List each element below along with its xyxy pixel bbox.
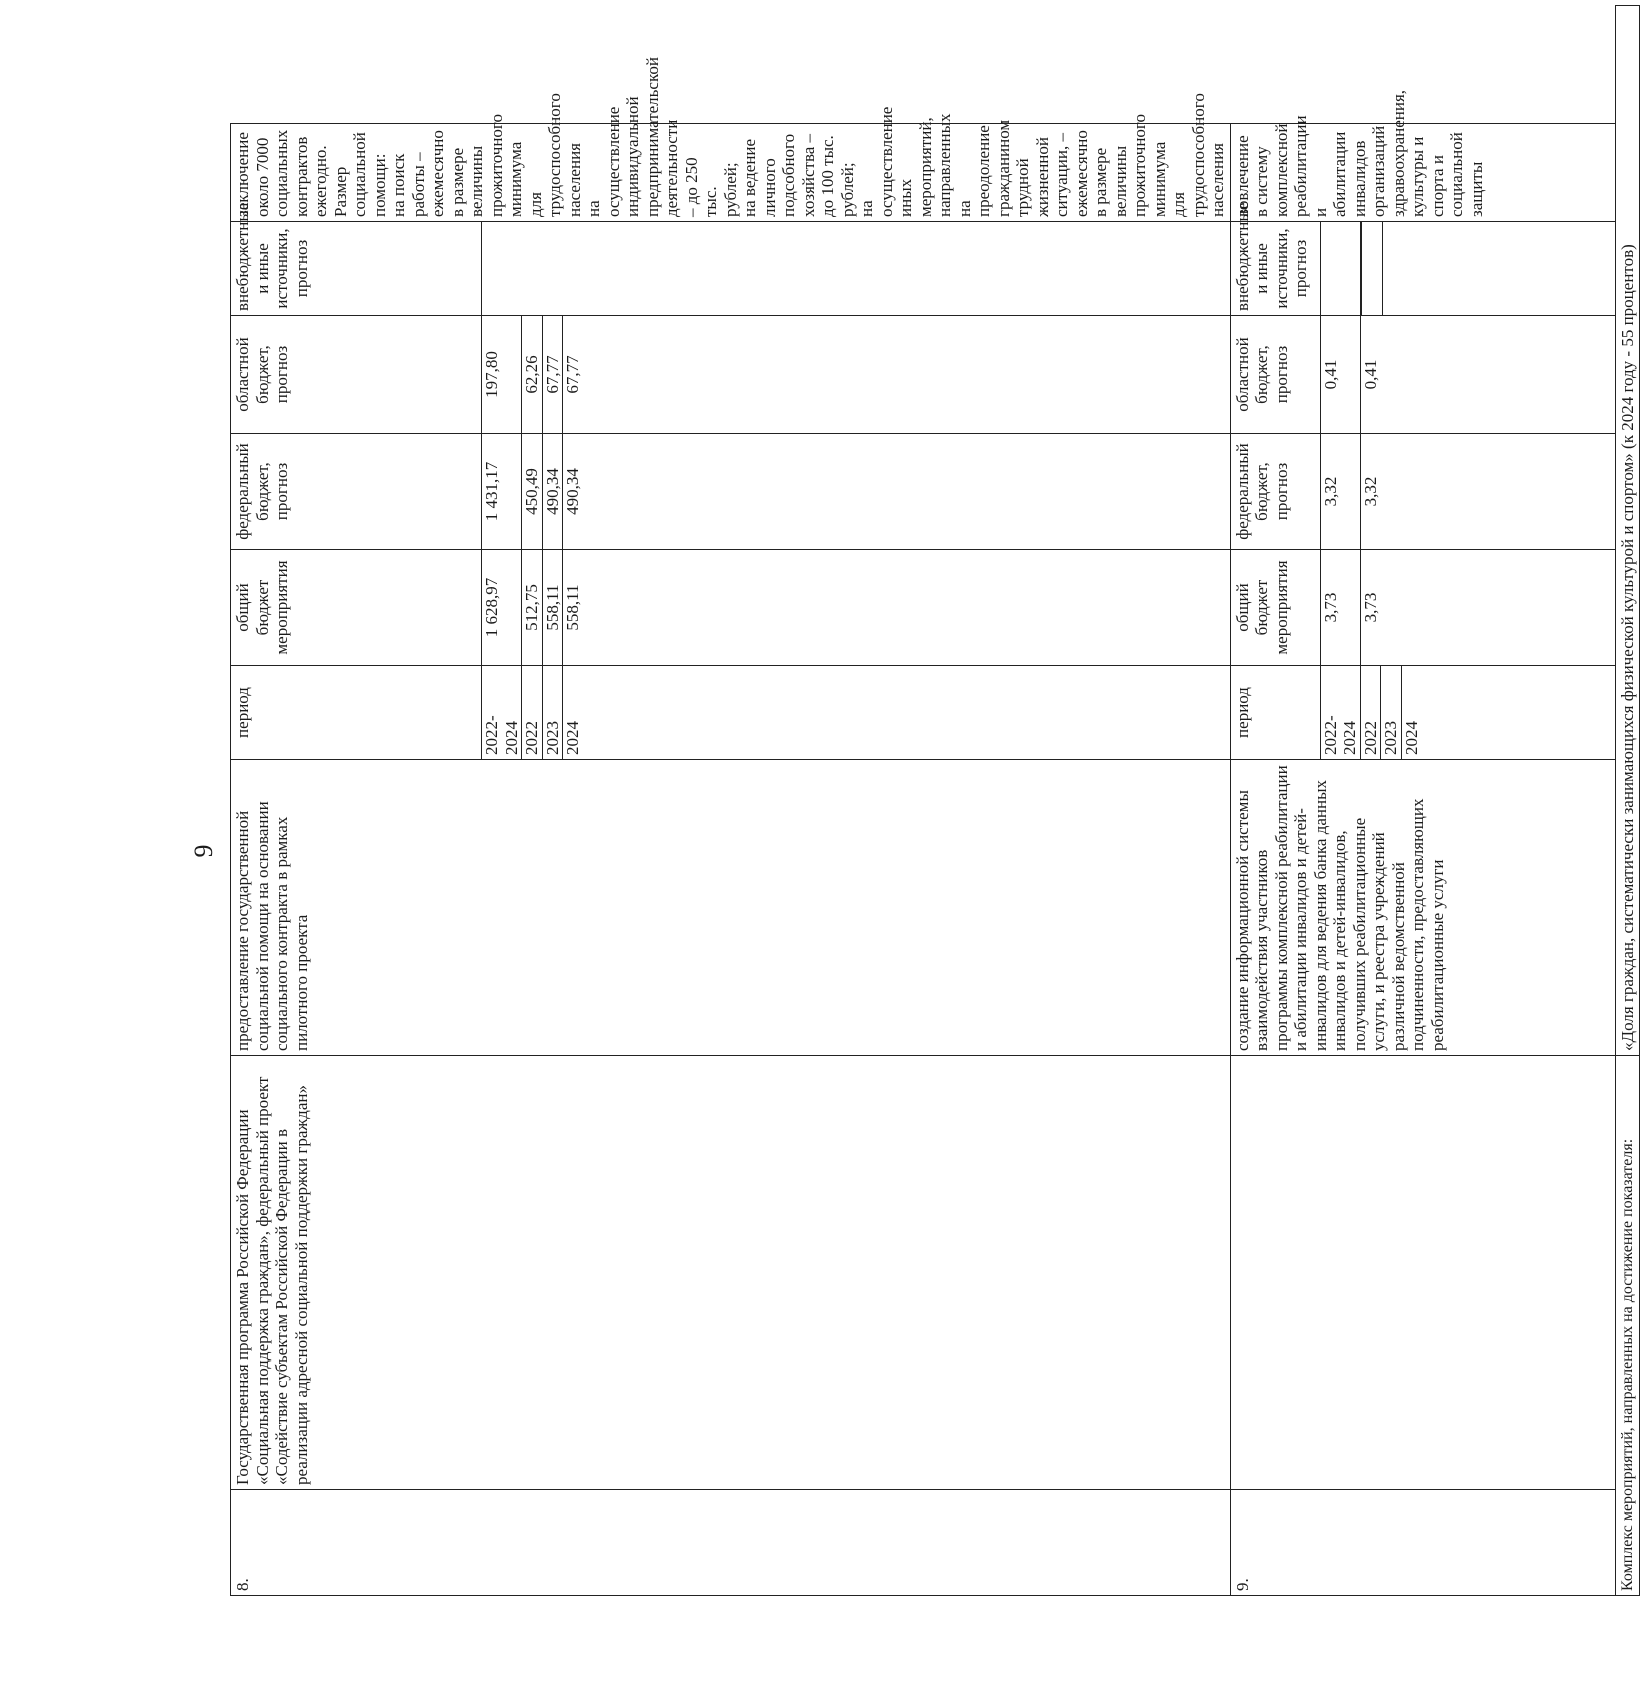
result-paragraph: Размер социальной помощи: bbox=[330, 132, 389, 217]
header-extra: внебюджетные и иные источники, прогноз bbox=[231, 222, 482, 316]
period-cell: 2022 bbox=[522, 666, 543, 759]
value-cell: 450,49 bbox=[522, 434, 543, 549]
regional-values bbox=[482, 316, 1230, 434]
value-cell: 197,80 bbox=[482, 316, 522, 433]
row-number: 8. bbox=[231, 1490, 1231, 1596]
value-cell bbox=[1400, 434, 1590, 549]
regional-values bbox=[1320, 316, 1615, 434]
table-row bbox=[1230, 6, 1320, 1596]
footer-label: Комплекс мероприятий, направленных на достижение показателя: bbox=[1615, 1056, 1640, 1596]
measure-cell: предоставление государственной социальной помощи на основании социального контракта в рамках пилотного проекта bbox=[231, 760, 1231, 1056]
value-cell: 1 431,17 bbox=[482, 434, 522, 549]
period-cell: 2024 bbox=[1401, 721, 1421, 755]
total-values bbox=[482, 550, 1230, 666]
federal-values bbox=[482, 434, 1230, 550]
measure-cell: создание информационной системы взаимодействия участников программы комплексной реабилитации и абилитации инвалидов и детей-инвалидов для ведения банка данных инвалидов и детей-инвалидов, получивших реабилитационные услуги, и реестра учреждений различной ведомственной подчиненности, предоставляющих реабилитационные услуги bbox=[1230, 760, 1615, 1056]
measures-table bbox=[230, 5, 1640, 1596]
value-cell bbox=[1380, 550, 1400, 665]
value-cell: 67,77 bbox=[563, 316, 714, 433]
page-number: 9 bbox=[189, 844, 218, 858]
extra-values bbox=[482, 222, 1230, 316]
period-cell: 2023 bbox=[1381, 666, 1402, 759]
program-cell bbox=[1230, 1056, 1615, 1490]
value-cell bbox=[1380, 316, 1400, 433]
header-total: общий бюджет мероприятия bbox=[231, 550, 482, 666]
period-cell: 2022 bbox=[1360, 666, 1381, 759]
value-cell: 0,41 bbox=[1321, 316, 1361, 433]
header-period: период bbox=[1230, 666, 1320, 760]
header-federal: федеральный бюджет, прогноз bbox=[1230, 434, 1320, 550]
header-regional: областной бюджет, прогноз bbox=[1230, 316, 1320, 434]
value-cell: 62,26 bbox=[522, 316, 543, 433]
result-paragraph: на ведение личного подсобного хозяйства – до 100 тыс. рублей; bbox=[740, 133, 857, 217]
value-cell: 3,73 bbox=[1321, 550, 1361, 665]
value-cell bbox=[482, 222, 728, 315]
value-cell bbox=[1400, 550, 1590, 665]
result-paragraph: на поиск работы – ежемесячно в размере величины прожиточного минимума для трудоспособного населения на осуществление индивидуальной предпринимательской деятельности – до 250 тыс. рублей; bbox=[389, 57, 740, 217]
value-cell: 490,34 bbox=[542, 434, 563, 549]
value-cell bbox=[1382, 222, 1573, 315]
header-extra: внебюджетные и иные источники, прогноз bbox=[1230, 222, 1320, 316]
value-cell: 67,77 bbox=[542, 316, 563, 433]
result-paragraph: на осуществление иных мероприятий, направленных на преодоление гражданином трудной жизненной ситуации, – ежемесячно в размере величины прожиточного минимума для трудоспособного населения bbox=[857, 93, 1227, 217]
value-cell bbox=[1380, 434, 1400, 549]
value-cell: 512,75 bbox=[522, 550, 543, 665]
value-cell: 3,73 bbox=[1360, 550, 1380, 665]
value-cell: 558,11 bbox=[563, 550, 714, 665]
header-period: период bbox=[231, 666, 482, 760]
value-cell: 558,11 bbox=[542, 550, 563, 665]
value-cell: 490,34 bbox=[563, 434, 714, 549]
header-federal: федеральный бюджет, прогноз bbox=[231, 434, 482, 550]
result-cell bbox=[1230, 89, 1615, 222]
result-paragraph: вовлечение в систему комплексной реабилитации и абилитации инвалидов организаций здравоохранения, культуры и спорта и социальной защиты bbox=[1232, 89, 1486, 217]
period-cell: 2024 bbox=[563, 666, 714, 759]
value-cell bbox=[1400, 316, 1590, 433]
value-cell bbox=[1321, 222, 1361, 315]
value-cell: 3,32 bbox=[1360, 434, 1380, 549]
extra-values bbox=[1320, 222, 1615, 316]
rotated-page bbox=[178, 57, 1637, 1596]
program-cell: Государственная программа Российской Федерации «Социальная поддержка граждан», федеральный проект «Содействие субъектам Российской Федерации в реализации адресной социальной поддержки граждан» bbox=[231, 1056, 1231, 1490]
footer-indicator: «Доля граждан, систематически занимающихся физической культурой и спортом» (к 2024 году - 55 процентов) bbox=[1615, 6, 1640, 1056]
federal-values bbox=[1320, 434, 1615, 550]
period-cell: 2022- 2024 bbox=[1321, 666, 1361, 759]
value-cell bbox=[1361, 222, 1382, 315]
table-row bbox=[231, 6, 482, 1596]
period-values bbox=[1320, 666, 1615, 760]
header-regional: областной бюджет, прогноз bbox=[231, 316, 482, 434]
table-row bbox=[1615, 6, 1640, 1596]
total-values bbox=[1320, 550, 1615, 666]
period-values bbox=[482, 666, 1230, 760]
row-number: 9. bbox=[1230, 1490, 1615, 1596]
header-total: общий бюджет мероприятия bbox=[1230, 550, 1320, 666]
period-cell: 2023 bbox=[542, 666, 563, 759]
result-cell bbox=[231, 57, 1231, 222]
value-cell: 3,32 bbox=[1321, 434, 1361, 549]
value-cell: 1 628,97 bbox=[482, 550, 522, 665]
value-cell: 0,41 bbox=[1360, 316, 1380, 433]
period-cell: 2022- 2024 bbox=[482, 666, 522, 759]
result-paragraph: заключение около 7000 социальных контрактов ежегодно. bbox=[233, 129, 330, 217]
